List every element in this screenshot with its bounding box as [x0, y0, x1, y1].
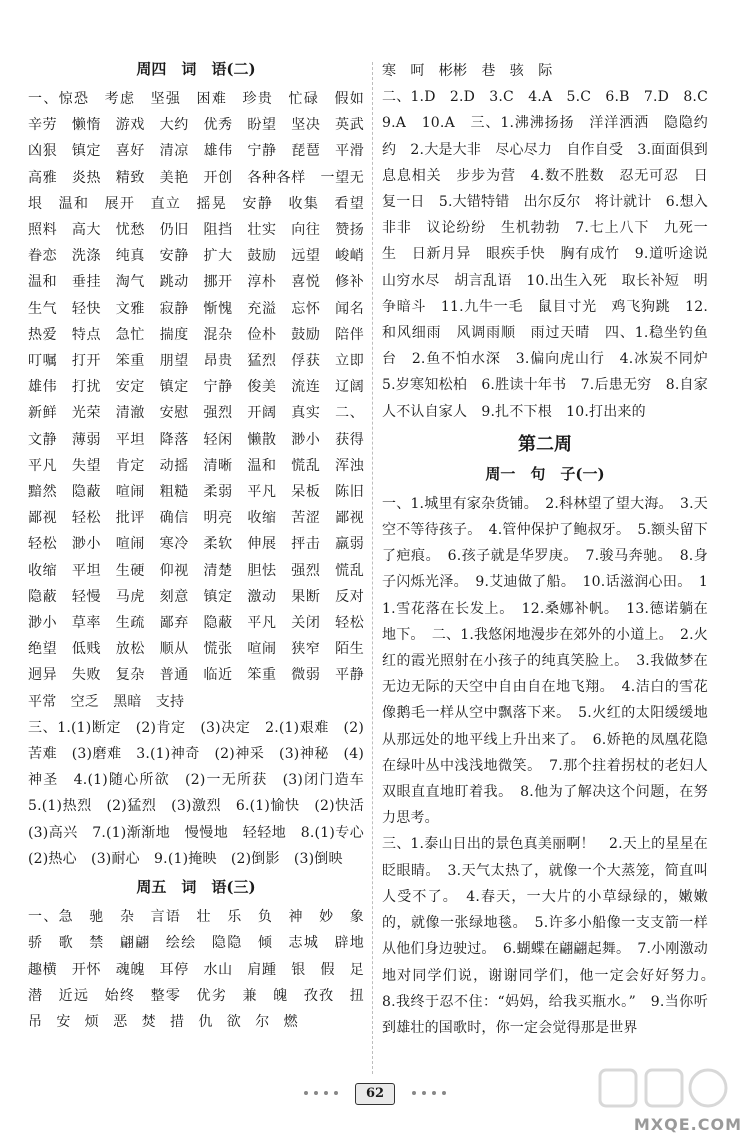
watermark-text: MXQE.COM — [633, 1115, 742, 1134]
ornament-right-icon — [408, 1089, 448, 1097]
answer-text-choices-idioms: 二、1.D 2.D 3.C 4.A 5.C 6.B 7.D 8.C 9.A 10.A 三、1.沸沸扬扬 洋洋洒洒 隐隐约约 2.大是大非 尽心尽力 自作自受 3.面面俱到 息息相关 步步为营 4.数不胜数 忍无可忍 日复一日 5.大错特错 出尔反尔 将计就计 6.想入非非 议论纷纷 生机勃勃 7.七上八下 九死一生 日新月异 眼疾手快 胸有成竹 9.道听途说 山穷水尽 胡言乱语 10.出生入死 取长补短 明争暗斗 11.九牛一毛 鼠目寸光 鸡飞狗跳 12.和风细雨 风调雨顺 雨过天晴 四、1.稳坐钓鱼台 2.鱼不怕水深 3.偏向虎山行 4.冰炭不同炉 5.岁寒知松柏 6.胜读十年书 7.后患无穷 8.自家人不认自家人 9.扎不下根 10.打出来的 — [382, 89, 723, 420]
answer-text-sentences-1: 一、1.城里有家杂货铺。 2.科林望了望大海。 3.天空不等待孩子。 4.管仲保护了鲍叔牙。 5.额头留下了疤痕。 6.孩子就是华罗庚。 7.骏马奔驰。 8.身子闪烁光泽。 9.艾迪做了船。 10.话滋润心田。 11.雪花落在长发上。 12.桑娜补帆。 13.德诺躺在地下。 二、1.我悠闲地漫步在郊外的小道上。 2.火红的霞光照射在小孩子的纯真笑脸上。 3.我做梦在无边无际的天空中自由自在地飞翔。 4.洁白的雪花像鹅毛一样从空中飘落下来。 5.火红的太阳缓缓地从那远处的地平线上升出来了。 6.娇艳的凤凰花隐在绿叶丛中浅浅地微笑。 7.那个拄着拐杖的老妇人双眼直直地盯着我。 8.他为了解决这个问题，在努力思考。 — [382, 495, 708, 827]
answer-text-sentences-3: 三、1.泰山日出的景色真美丽啊！ 2.天上的星星在眨眼睛。 3.天气太热了，就像一个大蒸笼，简直叫人受不了。 4.春天，一大片的小草绿绿的，嫩嫩的，就像一张绿地毯。 5.许多小船像一支支箭一样从他们身边驶过。 6.蝴蝶在翩翩起舞。 7.小刚激动地对同学们说，谢谢同学们，他一定会好好努力。 8.我终于忍不住：“妈妈，给我买瓶水。” 9.当你听到雄壮的国歌时，你一定会觉得那是世界 — [382, 836, 723, 1036]
right-column — [382, 58, 723, 1041]
section-title-friday: 周五 词 语(三) — [136, 878, 256, 897]
page-number: 62 — [355, 1083, 395, 1105]
answer-text-continued: 寒 呵 彬彬 巷 骇 际 — [382, 63, 553, 79]
week-title: 第二周 — [518, 433, 572, 455]
left-column — [28, 58, 379, 1035]
answer-text-friday: 一、急 驰 杂 言语 壮 乐 负 神 妙 象 骄 歌 禁 翩翩 绘绘 隐隐 倾 志城 辟地 趣横 开怀 魂魄 耳停 水山 肩踵 银 假 足 潜 近远 始终 整零 优劣 兼 魄 孜孜 扭 吊 安 烦 恶 焚 措 仇 欲 尔 燃 — [28, 909, 379, 1030]
ornament-left-icon — [302, 1089, 342, 1097]
section-title-thursday: 周四 词 语(二) — [136, 60, 256, 78]
section-title-monday: 周一 句 子(一) — [485, 464, 605, 483]
answer-text-thursday-part1: 一、惊恐 考虑 坚强 困难 珍贵 忙碌 假如 辛劳 懒惰 游戏 大约 优秀 盼望 坚决 英武 凶狠 镇定 喜好 清凉 雄伟 宁静 琵琶 平滑 高雅 炎热 精致 美艳 开创 各种各样 一望无垠 温和 展开 直立 摇晃 安静 收集 看望 照料 高大 忧愁 仍旧 阻挡 壮实 向往 赞扬 眷恋 洗涤 纯真 安静 扩大 鼓励 远望 峻峭 温和 垂挂 淘气 跳动 挪开 淳朴 喜悦 修补 生气 轻快 文雅 寂静 惭愧 充溢 忘怀 闻名 热爱 特点 急忙 揣度 混杂 俭朴 鼓励 陪伴 叮嘱 打开 笨重 朋望 昂贵 猛烈 俘获 立即 雄伟 打扰 安定 镇定 宁静 俊美 流连 辽阔 新鲜 光荣 清澈 安慰 强烈 开阔 真实 二、文静 薄弱 平坦 降落 轻闲 懒散 渺小 获得 平凡 失望 肯定 动摇 清晰 温和 慌乱 浑浊 黯然 隐蔽 喧闹 粗糙 柔弱 平凡 呆板 陈旧 鄙视 轻松 批评 确信 明亮 收缩 苦涩 鄙视 轻松 渺小 喧闹 寒冷 柔软 伸展 抨击 羸弱 收缩 平坦 生硬 仰视 清楚 胆怯 强烈 慌乱 隐蔽 轻慢 马虎 刻意 镇定 激动 果断 反对 渺小 草率 生疏 鄙弃 隐蔽 平凡 关闭 轻松 绝望 低贱 放松 顺从 慌张 喧闹 狭窄 陌生 迥异 失败 复杂 普通 临近 笨重 微弱 平静 平常 空乏 黑暗 支持 — [28, 91, 379, 710]
answer-text-thursday-part3: 三、1.(1)断定 (2)肯定 (3)决定 2.(1)艰难 (2)苦难 (3)磨难 3.(1)神奇 (2)神采 (3)神秘 (4)神圣 4.(1)随心所欲 (2)一无所获 (3)闭门造车 5.(1)热烈 (2)猛烈 (3)激烈 6.(1)愉快 (2)快活 (3)高兴 7.(1)渐渐地 慢慢地 轻轻地 8.(1)专心 (2)热心 (3)耐心 9.(1)掩映 (2)倒影 (3)倒映 — [28, 719, 379, 867]
